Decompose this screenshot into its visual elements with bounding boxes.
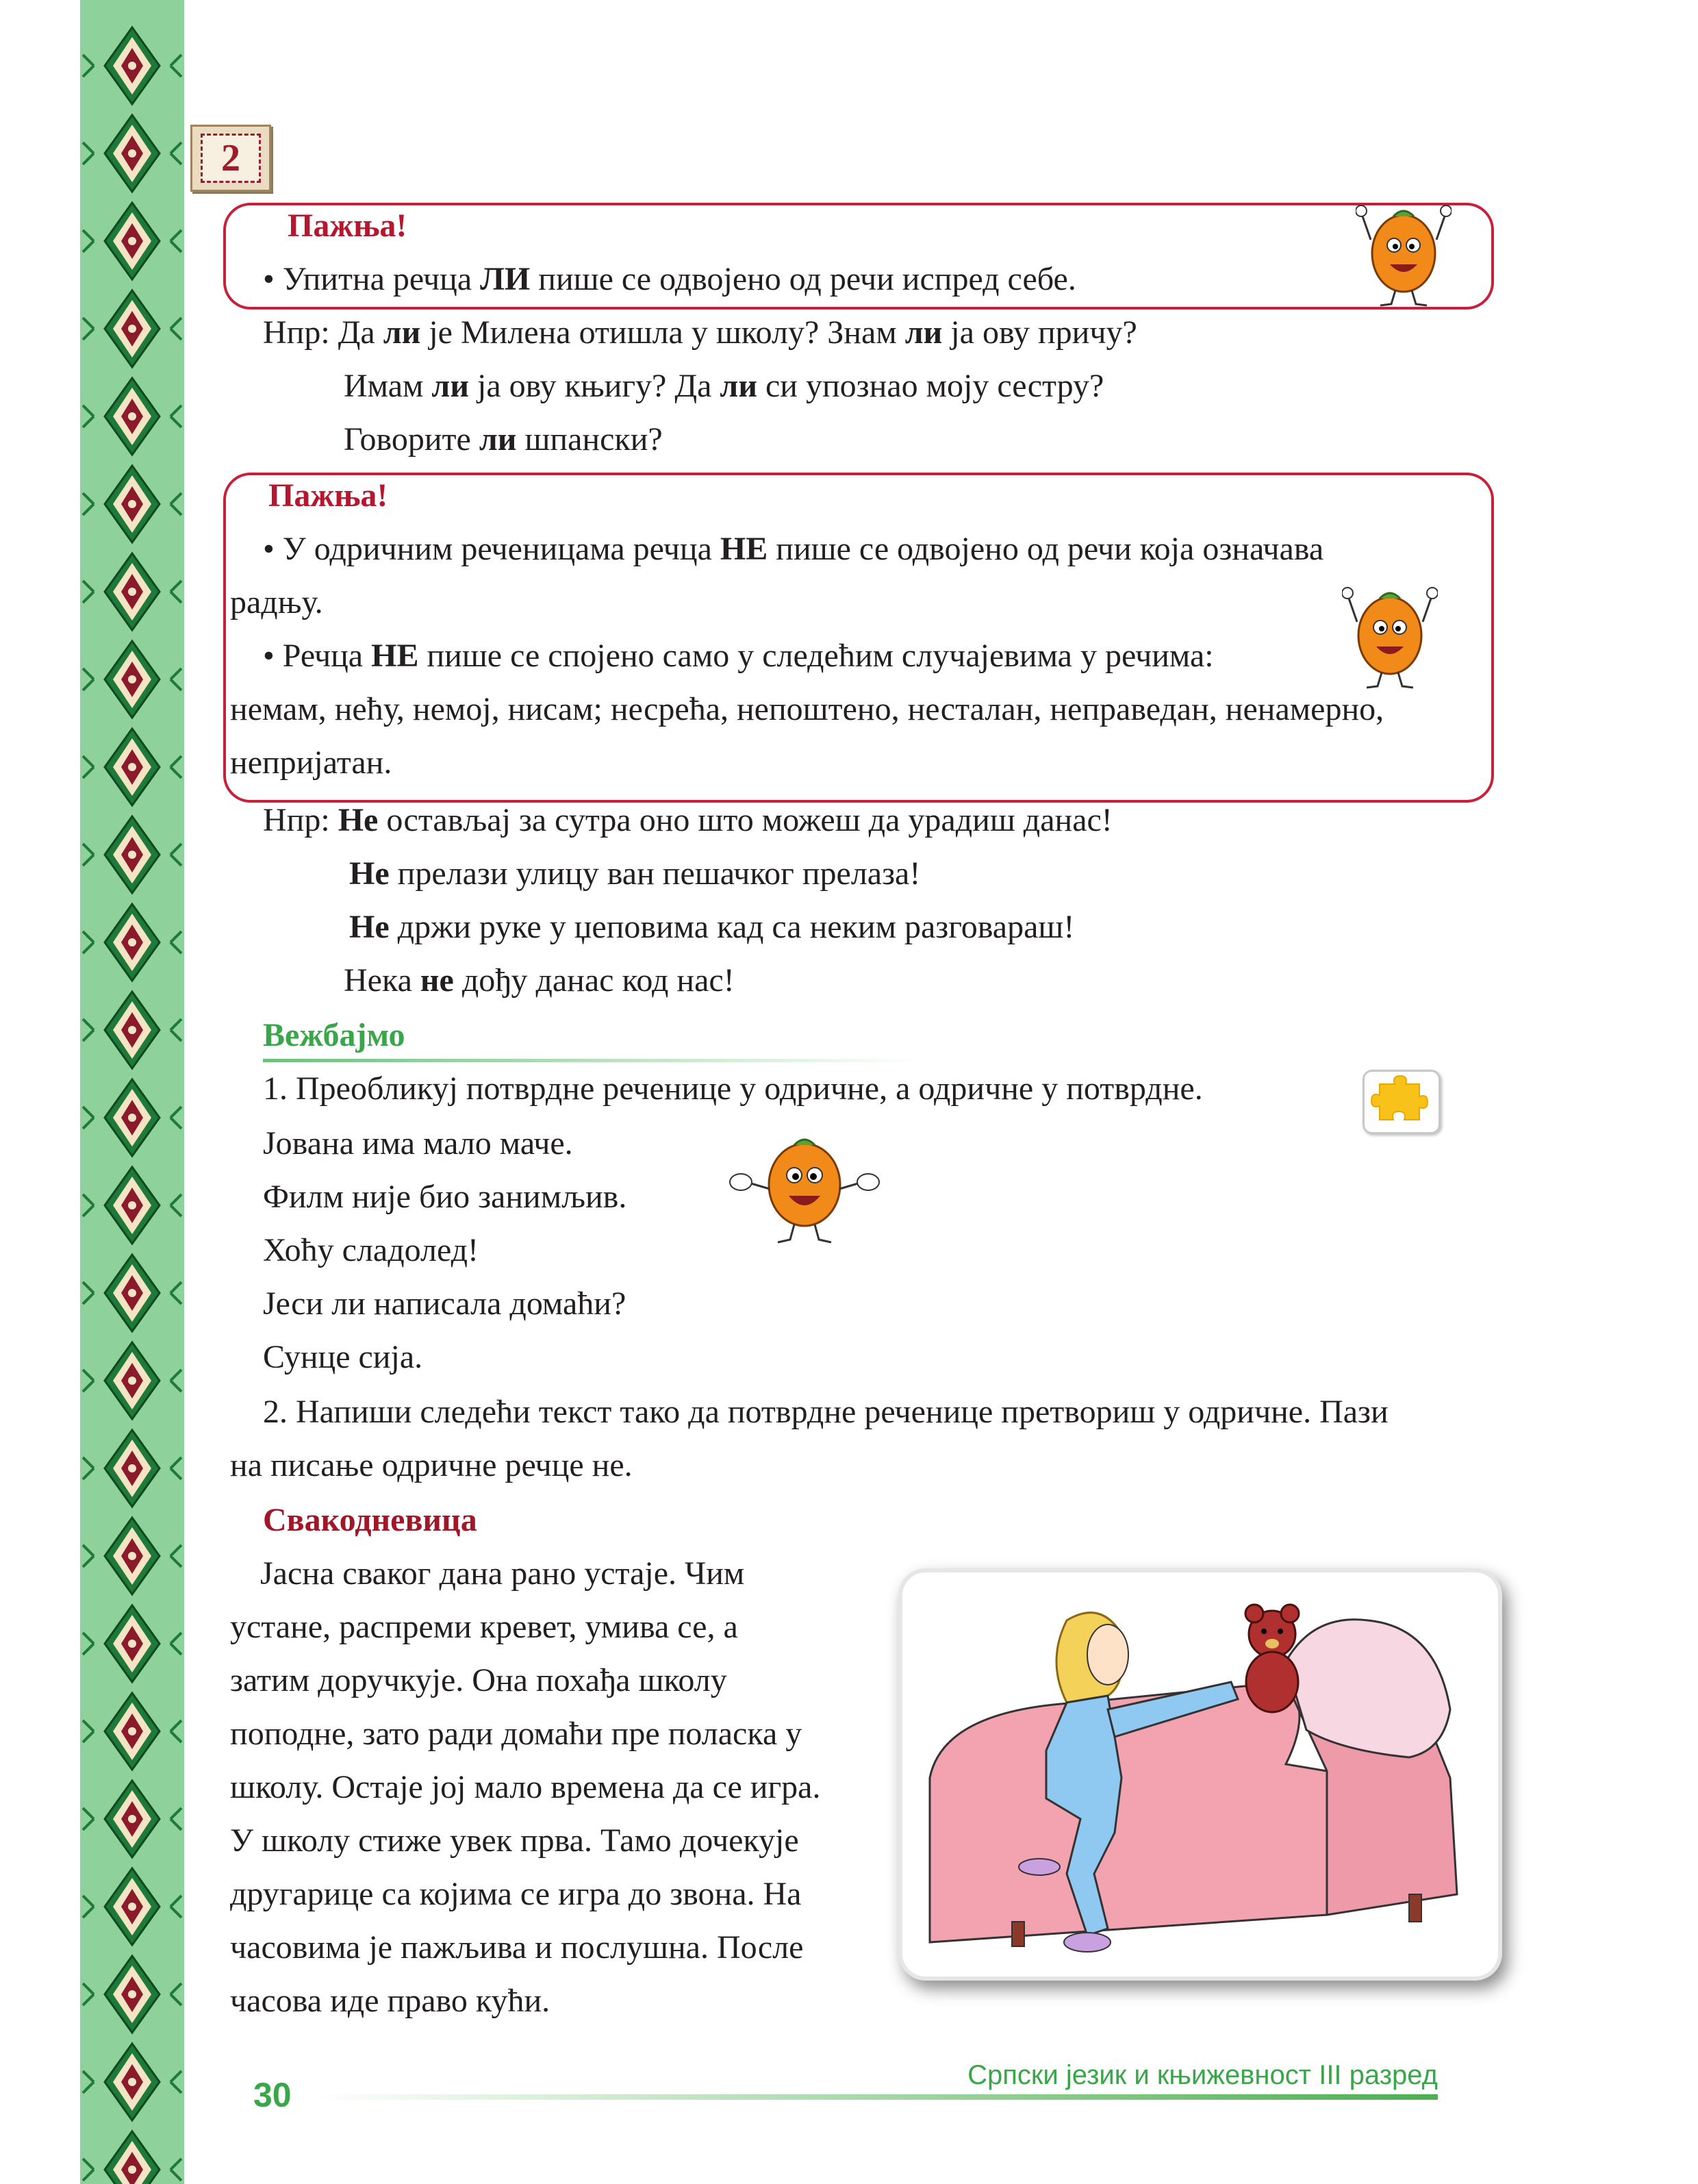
ornament-motif: [83, 1956, 181, 2033]
practice-sentence: Филм није био занимљив.: [263, 1179, 627, 1215]
story-line: школу. Остаје јој мало времена да се игра.: [230, 1769, 821, 1805]
text-run: Имам: [344, 368, 432, 404]
story-line: другарице са којима се игра до звона. На: [230, 1876, 802, 1912]
pepper-mascot-icon: [1342, 581, 1438, 692]
ornament-motif: [83, 290, 181, 367]
example2-line2: [349, 853, 920, 894]
text-run: Говорите: [344, 421, 479, 457]
ornament-motif: [83, 1781, 181, 1857]
ornament-motif: [83, 1693, 181, 1770]
example1-line1: [263, 312, 1137, 353]
story-line: поподне, зато ради домаћи пре поласка у: [230, 1716, 802, 1752]
task2-line2: на писање одричне речце не.: [230, 1447, 633, 1483]
ornament-motif: [83, 2131, 181, 2184]
text-run: немам, нећу, немој, нисам; несрећа, непоштено, несталан, неправедан, ненамерно,: [230, 691, 1384, 727]
text-run: Нпр:: [263, 802, 338, 838]
story-line: часова иде право кући.: [230, 1983, 550, 2019]
text-run: • Упитна речца: [263, 261, 481, 297]
bold-particle: ли: [904, 314, 943, 351]
text-run: прелази улицу ван пешачког прелаза!: [389, 855, 921, 892]
text-run: Нпр: Да: [263, 314, 383, 351]
ornament-motif: [83, 115, 181, 192]
lesson-number: 2: [201, 134, 261, 183]
practice-sentence: Сунце сија.: [263, 1339, 423, 1375]
example2-line1: [263, 800, 1113, 841]
practice-heading: Вежбајмо: [263, 1017, 405, 1053]
ornament-motif: [83, 378, 181, 455]
text-run: радњу.: [230, 584, 323, 620]
note2-line5: [230, 742, 392, 783]
task2-line1: 2. Напиши следећи текст тако да потврдне реченице претвориш у одричне. Пази: [263, 1394, 1389, 1430]
ornament-motif: [83, 1605, 181, 1682]
text-run: непријатан.: [230, 744, 392, 781]
bold-particle: Не: [349, 855, 390, 892]
practice-sentence: Јеси ли написала домаћи?: [263, 1285, 626, 1322]
text-run: је Милена отишла у школу? Знам: [420, 314, 905, 351]
story-line: У школу стиже увек прва. Тамо дочекује: [230, 1822, 799, 1859]
bold-particle: ли: [479, 421, 517, 457]
note2-heading: Пажња!: [268, 477, 388, 514]
text-run: • У одричним реченицама речца: [263, 531, 720, 567]
practice-sentence: Јована има мало маче.: [263, 1125, 573, 1162]
story-line: Јасна сваког дана рано устаје. Чим: [260, 1555, 745, 1592]
text-run: пише се одвојено од речи која означава: [768, 531, 1324, 567]
ornament-motif: [83, 466, 181, 542]
lesson-number-badge: [190, 125, 271, 192]
ornament-motif: [83, 1167, 181, 1244]
story-line: устане, распреми кревет, умива се, а: [230, 1609, 738, 1645]
ornament-motif: [83, 729, 181, 805]
girl-on-bed-illustration: [902, 1572, 1490, 1968]
ornament-motif: [83, 641, 181, 718]
example1-line3: [344, 419, 663, 460]
text-run: остављај за сутра оно што можеш да урадиш данас!: [378, 802, 1113, 838]
bold-particle: ли: [431, 368, 469, 404]
page-number: 30: [253, 2076, 292, 2114]
text-run: држи руке у џеповима кад са неким разговараш!: [389, 909, 1075, 945]
text-run: ја ову причу?: [942, 314, 1137, 351]
note2-line2: [230, 582, 323, 623]
text-run: Нека: [344, 962, 420, 999]
note2-line1: [263, 529, 1323, 570]
bold-particle: Не: [349, 909, 390, 945]
bold-particle: НЕ: [371, 638, 419, 674]
note1-rule: [263, 259, 1076, 300]
story-illustration: [898, 1568, 1502, 1981]
pepper-mascot-icon: [1356, 199, 1452, 310]
text-run: шпански?: [516, 421, 663, 457]
ornament-motif: [83, 203, 181, 279]
text-run: пише се спојено само у следећим случајевима у речима:: [418, 638, 1214, 674]
ornament-motif: [83, 27, 181, 104]
ornament-motif: [83, 1079, 181, 1156]
ornament-motif: [83, 1342, 181, 1419]
ornament-motif: [83, 1430, 181, 1507]
story-title: Свакодневица: [263, 1502, 477, 1538]
ornament-motif: [83, 816, 181, 893]
ornament-motif: [83, 1255, 181, 1331]
pepper-mascot-icon: [726, 1127, 883, 1249]
note1-heading: Пажња!: [288, 208, 407, 244]
footer-divider: [315, 2094, 1438, 2100]
bold-particle: ли: [720, 368, 757, 404]
bold-particle: НЕ: [720, 531, 768, 567]
bold-particle: ЛИ: [480, 261, 531, 297]
ornament-motif: [83, 2044, 181, 2120]
bold-particle: Не: [338, 802, 379, 838]
story-line: затим доручкује. Она похађа школу: [230, 1662, 727, 1698]
story-line: часовима је пажљива и послушна. После: [230, 1929, 804, 1966]
text-run: дођу данас код нас!: [453, 962, 735, 999]
ornament-icon: [80, 0, 184, 2184]
text-run: си упознао моју сестру?: [757, 368, 1104, 404]
heading-underline: [263, 1059, 920, 1062]
example2-line3: [349, 907, 1074, 948]
note2-line4: [230, 689, 1384, 730]
text-run: пише се одвојено од речи испред себе.: [530, 261, 1076, 297]
decorative-border: [80, 0, 184, 2184]
task1-text: 1. Преобликуј потврдне реченице у одричне, а одричне у потврдне.: [263, 1070, 1203, 1107]
text-run: • Речца: [263, 638, 372, 674]
puzzle-icon: [1363, 1070, 1441, 1134]
practice-sentence: Хоћу сладолед!: [263, 1232, 479, 1268]
ornament-motif: [83, 1518, 181, 1594]
example1-line2: [344, 366, 1104, 407]
example2-line4: [344, 960, 735, 1001]
bold-particle: ли: [383, 314, 421, 351]
note2-line3: [263, 636, 1214, 677]
text-run: ја ову књигу? Да: [468, 368, 720, 404]
ornament-motif: [83, 553, 181, 630]
ornament-motif: [83, 1868, 181, 1945]
ornament-motif: [83, 992, 181, 1068]
book-title: Српски језик и књижевност III разред: [967, 2060, 1438, 2090]
ornament-motif: [83, 904, 181, 981]
bold-particle: не: [420, 962, 454, 999]
